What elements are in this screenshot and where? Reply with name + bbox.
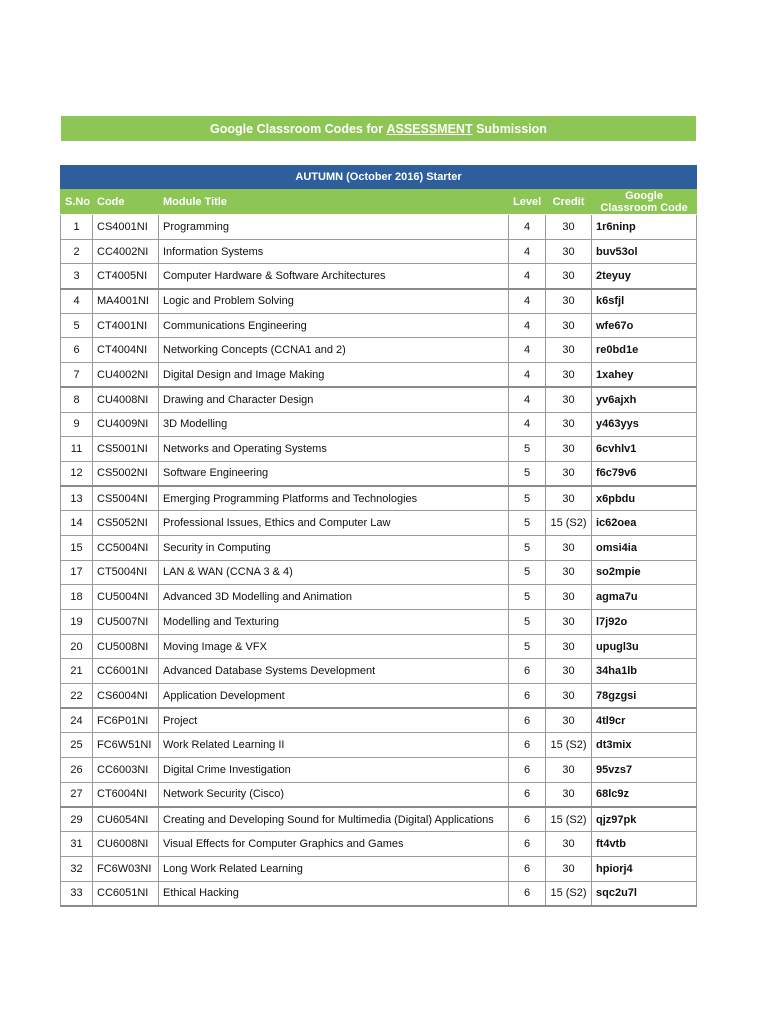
- cell-sno: 14: [61, 511, 93, 536]
- cell-code: MA4001NI: [93, 289, 159, 314]
- cell-code: CT4005NI: [93, 264, 159, 289]
- cell-level: 6: [509, 708, 546, 733]
- cell-credit: 30: [546, 782, 592, 807]
- cell-google-classroom-code: x6pbdu: [592, 486, 697, 511]
- table-row: [61, 535, 697, 560]
- cell-level: 4: [509, 264, 546, 289]
- header-google-classroom-code: Google Classroom Code: [592, 189, 697, 215]
- cell-level: 6: [509, 659, 546, 684]
- cell-module-title: Network Security (Cisco): [159, 782, 509, 807]
- cell-module-title: Modelling and Texturing: [159, 610, 509, 635]
- cell-module-title: Project: [159, 708, 509, 733]
- table-row: [61, 782, 697, 807]
- table-row: [61, 832, 697, 857]
- cell-google-classroom-code: wfe67o: [592, 313, 697, 338]
- cell-level: 5: [509, 486, 546, 511]
- table-row: [61, 684, 697, 709]
- classroom-codes-table: [60, 165, 697, 907]
- cell-credit: 15 (S2): [546, 881, 592, 906]
- cell-google-classroom-code: dt3mix: [592, 733, 697, 758]
- cell-credit: 30: [546, 338, 592, 363]
- cell-module-title: Advanced 3D Modelling and Animation: [159, 585, 509, 610]
- header-level: Level: [509, 189, 546, 215]
- table-row: [61, 856, 697, 881]
- table-row: [61, 758, 697, 783]
- cell-sno: 3: [61, 264, 93, 289]
- cell-level: 5: [509, 461, 546, 486]
- cell-sno: 1: [61, 215, 93, 240]
- table-body: [61, 215, 697, 906]
- cell-level: 4: [509, 239, 546, 264]
- cell-sno: 17: [61, 560, 93, 585]
- cell-module-title: Moving Image & VFX: [159, 634, 509, 659]
- cell-sno: 6: [61, 338, 93, 363]
- cell-google-classroom-code: hpiorj4: [592, 856, 697, 881]
- banner-suffix: Submission: [472, 121, 547, 136]
- cell-module-title: Creating and Developing Sound for Multimedia (Digital) Applications: [159, 807, 509, 832]
- table-row: [61, 313, 697, 338]
- cell-code: CS5001NI: [93, 437, 159, 462]
- cell-level: 5: [509, 585, 546, 610]
- cell-code: FC6W51NI: [93, 733, 159, 758]
- table-row: [61, 387, 697, 412]
- cell-google-classroom-code: k6sfjl: [592, 289, 697, 314]
- cell-module-title: Communications Engineering: [159, 313, 509, 338]
- cell-module-title: Emerging Programming Platforms and Technologies: [159, 486, 509, 511]
- cell-google-classroom-code: ft4vtb: [592, 832, 697, 857]
- cell-sno: 22: [61, 684, 93, 709]
- cell-module-title: Advanced Database Systems Development: [159, 659, 509, 684]
- table-row: [61, 412, 697, 437]
- cell-level: 4: [509, 289, 546, 314]
- cell-level: 5: [509, 560, 546, 585]
- cell-credit: 15 (S2): [546, 511, 592, 536]
- cell-level: 4: [509, 338, 546, 363]
- table-row: [61, 610, 697, 635]
- cell-code: CU5004NI: [93, 585, 159, 610]
- table-row: [61, 289, 697, 314]
- cell-level: 4: [509, 215, 546, 240]
- cell-code: CS5052NI: [93, 511, 159, 536]
- cell-module-title: Drawing and Character Design: [159, 387, 509, 412]
- cell-credit: 30: [546, 832, 592, 857]
- cell-google-classroom-code: buv53ol: [592, 239, 697, 264]
- cell-module-title: Logic and Problem Solving: [159, 289, 509, 314]
- table-row: [61, 634, 697, 659]
- cell-sno: 9: [61, 412, 93, 437]
- cell-level: 4: [509, 387, 546, 412]
- cell-module-title: Visual Effects for Computer Graphics and Games: [159, 832, 509, 857]
- cell-code: CC6001NI: [93, 659, 159, 684]
- table-row: [61, 338, 697, 363]
- cell-sno: 31: [61, 832, 93, 857]
- header-code: Code: [93, 189, 159, 215]
- banner-prefix: Google Classroom Codes for: [210, 121, 387, 136]
- cell-google-classroom-code: 34ha1lb: [592, 659, 697, 684]
- cell-code: CT5004NI: [93, 560, 159, 585]
- cell-level: 5: [509, 610, 546, 635]
- cell-google-classroom-code: 68lc9z: [592, 782, 697, 807]
- cell-level: 6: [509, 832, 546, 857]
- cell-google-classroom-code: 95vzs7: [592, 758, 697, 783]
- cell-module-title: Application Development: [159, 684, 509, 709]
- cell-credit: 30: [546, 684, 592, 709]
- cell-credit: 30: [546, 289, 592, 314]
- cell-level: 6: [509, 881, 546, 906]
- cell-code: FC6P01NI: [93, 708, 159, 733]
- cell-sno: 11: [61, 437, 93, 462]
- cell-credit: 30: [546, 758, 592, 783]
- table-row: [61, 363, 697, 388]
- cell-module-title: Security in Computing: [159, 535, 509, 560]
- cell-credit: 30: [546, 363, 592, 388]
- cell-sno: 25: [61, 733, 93, 758]
- cell-module-title: Information Systems: [159, 239, 509, 264]
- cell-code: CC6003NI: [93, 758, 159, 783]
- cell-sno: 18: [61, 585, 93, 610]
- cell-level: 4: [509, 363, 546, 388]
- table-row: [61, 264, 697, 289]
- cell-sno: 20: [61, 634, 93, 659]
- cell-sno: 13: [61, 486, 93, 511]
- cell-credit: 30: [546, 610, 592, 635]
- cell-credit: 30: [546, 659, 592, 684]
- table-row: [61, 511, 697, 536]
- table-row: [61, 708, 697, 733]
- cell-level: 6: [509, 733, 546, 758]
- table-row: [61, 733, 697, 758]
- cell-google-classroom-code: upugl3u: [592, 634, 697, 659]
- cell-module-title: Ethical Hacking: [159, 881, 509, 906]
- cell-sno: 15: [61, 535, 93, 560]
- cell-google-classroom-code: 1r6ninp: [592, 215, 697, 240]
- cell-google-classroom-code: sqc2u7l: [592, 881, 697, 906]
- cell-credit: 30: [546, 215, 592, 240]
- cell-level: 6: [509, 758, 546, 783]
- cell-code: CT4001NI: [93, 313, 159, 338]
- cell-google-classroom-code: re0bd1e: [592, 338, 697, 363]
- cell-module-title: Networks and Operating Systems: [159, 437, 509, 462]
- cell-sno: 24: [61, 708, 93, 733]
- cell-google-classroom-code: l7j92o: [592, 610, 697, 635]
- table-row: [61, 437, 697, 462]
- cell-credit: 30: [546, 585, 592, 610]
- cell-sno: 7: [61, 363, 93, 388]
- table-row: [61, 461, 697, 486]
- cell-google-classroom-code: omsi4ia: [592, 535, 697, 560]
- cell-google-classroom-code: ic62oea: [592, 511, 697, 536]
- cell-google-classroom-code: f6c79v6: [592, 461, 697, 486]
- cell-sno: 21: [61, 659, 93, 684]
- cell-module-title: Long Work Related Learning: [159, 856, 509, 881]
- page-title-banner: [61, 116, 696, 141]
- header-credit: Credit: [546, 189, 592, 215]
- table-row: [61, 807, 697, 832]
- cell-credit: 30: [546, 461, 592, 486]
- cell-credit: 15 (S2): [546, 733, 592, 758]
- banner-highlight: ASSESSMENT: [386, 121, 473, 136]
- cell-level: 5: [509, 535, 546, 560]
- cell-module-title: 3D Modelling: [159, 412, 509, 437]
- cell-sno: 8: [61, 387, 93, 412]
- cell-code: CC6051NI: [93, 881, 159, 906]
- cell-sno: 2: [61, 239, 93, 264]
- cell-google-classroom-code: yv6ajxh: [592, 387, 697, 412]
- cell-level: 4: [509, 412, 546, 437]
- cell-google-classroom-code: y463yys: [592, 412, 697, 437]
- section-title: AUTUMN (October 2016) Starter: [61, 166, 697, 189]
- cell-module-title: Computer Hardware & Software Architectures: [159, 264, 509, 289]
- cell-code: CC5004NI: [93, 535, 159, 560]
- cell-module-title: LAN & WAN (CCNA 3 & 4): [159, 560, 509, 585]
- cell-google-classroom-code: 2teyuy: [592, 264, 697, 289]
- cell-credit: 15 (S2): [546, 807, 592, 832]
- cell-code: CS6004NI: [93, 684, 159, 709]
- cell-module-title: Software Engineering: [159, 461, 509, 486]
- cell-credit: 30: [546, 264, 592, 289]
- cell-level: 5: [509, 634, 546, 659]
- cell-code: CS5002NI: [93, 461, 159, 486]
- cell-google-classroom-code: 4tl9cr: [592, 708, 697, 733]
- cell-credit: 30: [546, 412, 592, 437]
- cell-level: 4: [509, 313, 546, 338]
- table-row: [61, 881, 697, 906]
- cell-sno: 5: [61, 313, 93, 338]
- cell-code: CS5004NI: [93, 486, 159, 511]
- cell-level: 6: [509, 856, 546, 881]
- cell-credit: 30: [546, 560, 592, 585]
- cell-google-classroom-code: agma7u: [592, 585, 697, 610]
- header-sno: S.No: [61, 189, 93, 215]
- cell-sno: 27: [61, 782, 93, 807]
- cell-sno: 12: [61, 461, 93, 486]
- cell-module-title: Professional Issues, Ethics and Computer Law: [159, 511, 509, 536]
- cell-google-classroom-code: qjz97pk: [592, 807, 697, 832]
- table-row: [61, 585, 697, 610]
- cell-module-title: Digital Design and Image Making: [159, 363, 509, 388]
- header-module-title: Module Title: [159, 189, 509, 215]
- cell-sno: 33: [61, 881, 93, 906]
- cell-google-classroom-code: so2mpie: [592, 560, 697, 585]
- cell-credit: 30: [546, 239, 592, 264]
- cell-module-title: Digital Crime Investigation: [159, 758, 509, 783]
- cell-code: CU4002NI: [93, 363, 159, 388]
- table-row: [61, 215, 697, 240]
- cell-code: CS4001NI: [93, 215, 159, 240]
- cell-code: CT6004NI: [93, 782, 159, 807]
- cell-code: CU4008NI: [93, 387, 159, 412]
- cell-sno: 26: [61, 758, 93, 783]
- cell-sno: 19: [61, 610, 93, 635]
- cell-module-title: Networking Concepts (CCNA1 and 2): [159, 338, 509, 363]
- cell-code: CT4004NI: [93, 338, 159, 363]
- cell-level: 6: [509, 684, 546, 709]
- cell-code: CC4002NI: [93, 239, 159, 264]
- cell-level: 6: [509, 782, 546, 807]
- cell-code: FC6W03NI: [93, 856, 159, 881]
- table-row: [61, 560, 697, 585]
- cell-module-title: Work Related Learning II: [159, 733, 509, 758]
- cell-credit: 30: [546, 634, 592, 659]
- cell-code: CU6054NI: [93, 807, 159, 832]
- cell-google-classroom-code: 78gzgsi: [592, 684, 697, 709]
- cell-level: 5: [509, 437, 546, 462]
- cell-credit: 30: [546, 708, 592, 733]
- cell-level: 6: [509, 807, 546, 832]
- cell-sno: 4: [61, 289, 93, 314]
- cell-code: CU4009NI: [93, 412, 159, 437]
- cell-credit: 30: [546, 437, 592, 462]
- cell-code: CU5008NI: [93, 634, 159, 659]
- cell-code: CU6008NI: [93, 832, 159, 857]
- table-row: [61, 239, 697, 264]
- cell-sno: 32: [61, 856, 93, 881]
- cell-google-classroom-code: 1xahey: [592, 363, 697, 388]
- cell-code: CU5007NI: [93, 610, 159, 635]
- cell-module-title: Programming: [159, 215, 509, 240]
- cell-credit: 30: [546, 486, 592, 511]
- cell-credit: 30: [546, 856, 592, 881]
- cell-level: 5: [509, 511, 546, 536]
- cell-credit: 30: [546, 313, 592, 338]
- cell-google-classroom-code: 6cvhlv1: [592, 437, 697, 462]
- table-row: [61, 486, 697, 511]
- table-row: [61, 659, 697, 684]
- cell-credit: 30: [546, 387, 592, 412]
- cell-sno: 29: [61, 807, 93, 832]
- cell-credit: 30: [546, 535, 592, 560]
